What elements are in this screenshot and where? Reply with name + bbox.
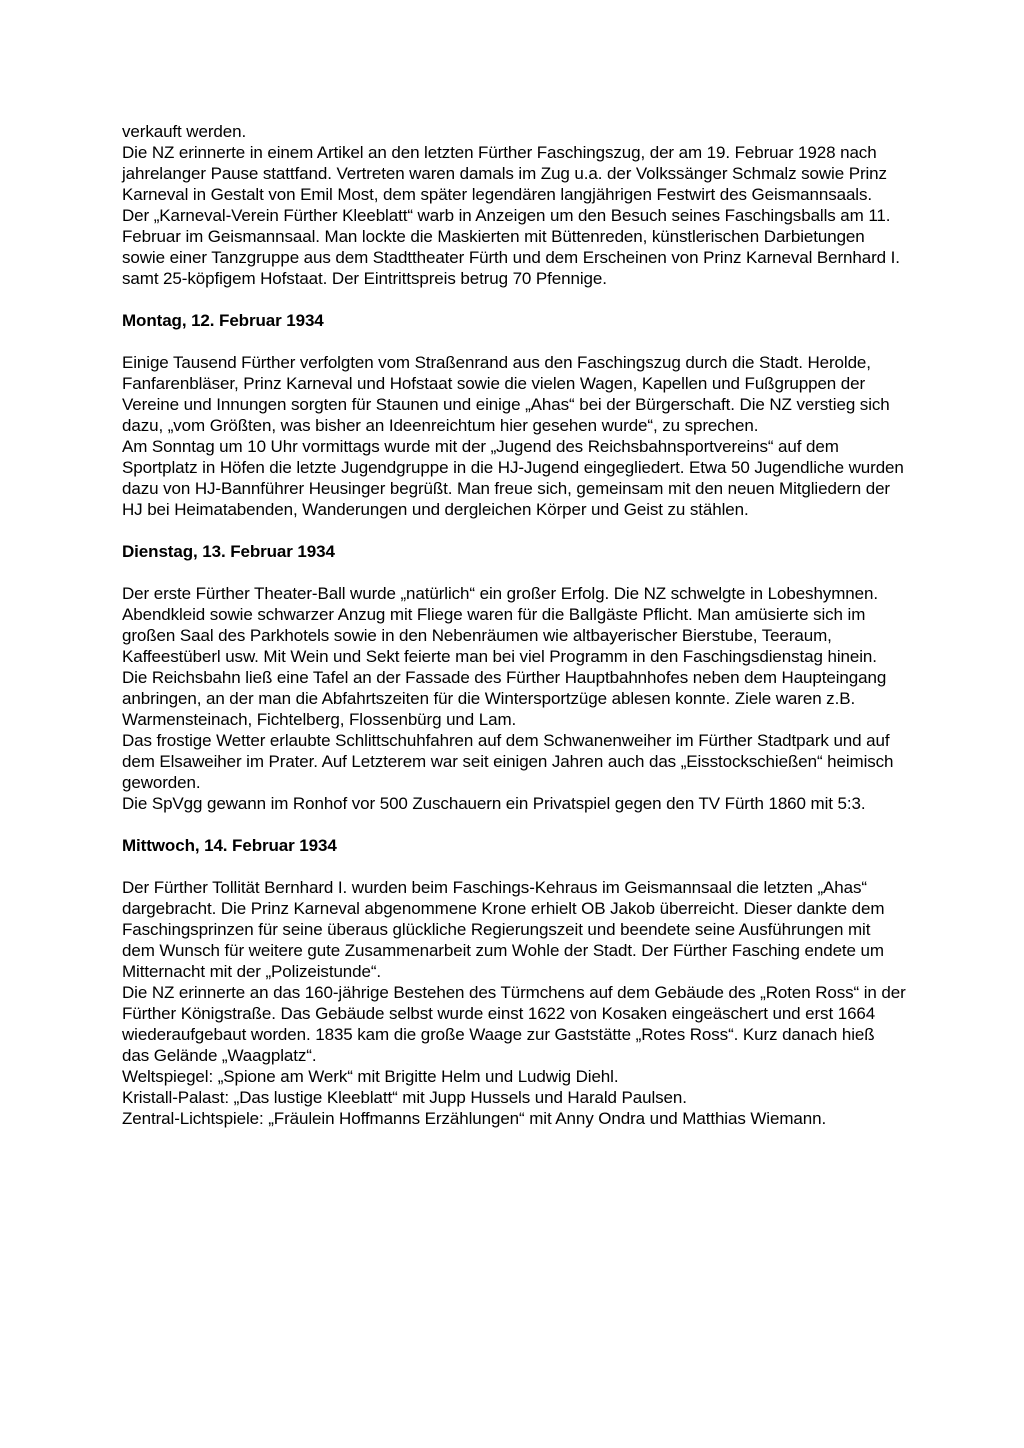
paragraph: Zentral-Lichtspiele: „Fräulein Hoffmanns Erzählungen“ mit Anny Ondra und Matthias Wiemann. (122, 1109, 827, 1128)
paragraph: verkauft werden. (122, 122, 247, 141)
text-block (122, 121, 906, 1129)
paragraph: Das frostige Wetter erlaubte Schlittschuhfahren auf dem Schwanenweiher im Fürther Stadtpark und auf dem Elsaweiher im Prater. Auf Letzterem war seit einigen Jahren auch das „Eisstockschießen“ heimisch geworden. (122, 731, 894, 792)
section-heading-mittwoch: Mittwoch, 14. Februar 1934 (122, 836, 337, 855)
section-heading-montag: Montag, 12. Februar 1934 (122, 311, 324, 330)
paragraph: Der „Karneval-Verein Fürther Kleeblatt“ warb in Anzeigen um den Besuch seines Faschingsballs am 11. Februar im Geismannsaal. Man lockte die Maskierten mit Büttenreden, künstlerischen Darbietungen sowie einer Tanzgruppe aus dem Stadttheater Fürth und dem Erscheinen von Prinz Karneval Bernhard I. samt 25-köpfigem Hofstaat. Der Eintrittspreis betrug 70 Pfennige. (122, 206, 900, 288)
paragraph: Einige Tausend Fürther verfolgten vom Straßenrand aus den Faschingszug durch die Stadt. Herolde, Fanfarenbläser, Prinz Karneval und Hofstaat sowie die vielen Wagen, Kapellen und Fußgruppen der Vereine und Innungen sorgten für Staunen und einige „Ahas“ bei der Bürgerschaft. Die NZ verstieg sich dazu, „vom Größten, was bisher an Ideenreichtum hier gesehen wurde“, zu sprechen. (122, 353, 890, 435)
paragraph: Der erste Fürther Theater-Ball wurde „natürlich“ ein großer Erfolg. Die NZ schwelgte in Lobeshymnen. Abendkleid sowie schwarzer Anzug mit Fliege waren für die Ballgäste Pflicht. Man amüsierte sich im großen Saal des Parkhotels sowie in den Nebenräumen wie altbayerischer Bierstube, Teeraum, Kaffeestüberl usw. Mit Wein und Sekt feierte man bei viel Programm in den Faschingsdienstag hinein. (122, 584, 878, 666)
section-heading-dienstag: Dienstag, 13. Februar 1934 (122, 542, 335, 561)
paragraph: Die NZ erinnerte an das 160-jährige Bestehen des Türmchens auf dem Gebäude des „Roten Ross“ in der Fürther Königstraße. Das Gebäude selbst wurde einst 1622 von Kosaken eingeäschert und erst 1664 wiederaufgebaut worden. 1835 kam die große Waage zur Gaststätte „Rotes Ross“. Kurz danach hieß das Gelände „Waagplatz“. (122, 983, 906, 1065)
paragraph: Die NZ erinnerte in einem Artikel an den letzten Fürther Faschingszug, der am 19. Februar 1928 nach jahrelanger Pause stattfand. Vertreten waren damals im Zug u.a. der Volkssänger Schmalz sowie Prinz Karneval in Gestalt von Emil Most, dem später legendären langjährigen Festwirt des Geismannsaals. (122, 143, 887, 204)
paragraph: Die Reichsbahn ließ eine Tafel an der Fassade des Fürther Hauptbahnhofes neben dem Haupteingang anbringen, an der man die Abfahrtszeiten für die Wintersportzüge ablesen konnte. Ziele waren z.B. Warmensteinach, Fichtelberg, Flossenbürg und Lam. (122, 668, 887, 729)
paragraph: Weltspiegel: „Spione am Werk“ mit Brigitte Helm und Ludwig Diehl. (122, 1067, 619, 1086)
paragraph: Am Sonntag um 10 Uhr vormittags wurde mit der „Jugend des Reichsbahnsportvereins“ auf dem Sportplatz in Höfen die letzte Jugendgruppe in die HJ-Jugend eingegliedert. Etwa 50 Jugendliche wurden dazu von HJ-Bannführer Heusinger begrüßt. Man freue sich, gemeinsam mit den neuen Mitgliedern der HJ bei Heimatabenden, Wanderungen und dergleichen Körper und Geist zu stählen. (122, 437, 904, 519)
paragraph: Kristall-Palast: „Das lustige Kleeblatt“ mit Jupp Hussels und Harald Paulsen. (122, 1088, 687, 1107)
paragraph: Die SpVgg gewann im Ronhof vor 500 Zuschauern ein Privatspiel gegen den TV Fürth 1860 mit 5:3. (122, 794, 866, 813)
paragraph: Der Fürther Tollität Bernhard I. wurden beim Faschings-Kehraus im Geismannsaal die letzten „Ahas“ dargebracht. Die Prinz Karneval abgenommene Krone erhielt OB Jakob überreicht. Dieser dankte dem Faschingsprinzen für seine überaus glückliche Regierungszeit und beendete seine Ausführungen mit dem Wunsch für weitere gute Zusammenarbeit zum Wohle der Stadt. Der Fürther Fasching endete um Mitternacht mit der „Polizeistunde“. (122, 878, 885, 981)
